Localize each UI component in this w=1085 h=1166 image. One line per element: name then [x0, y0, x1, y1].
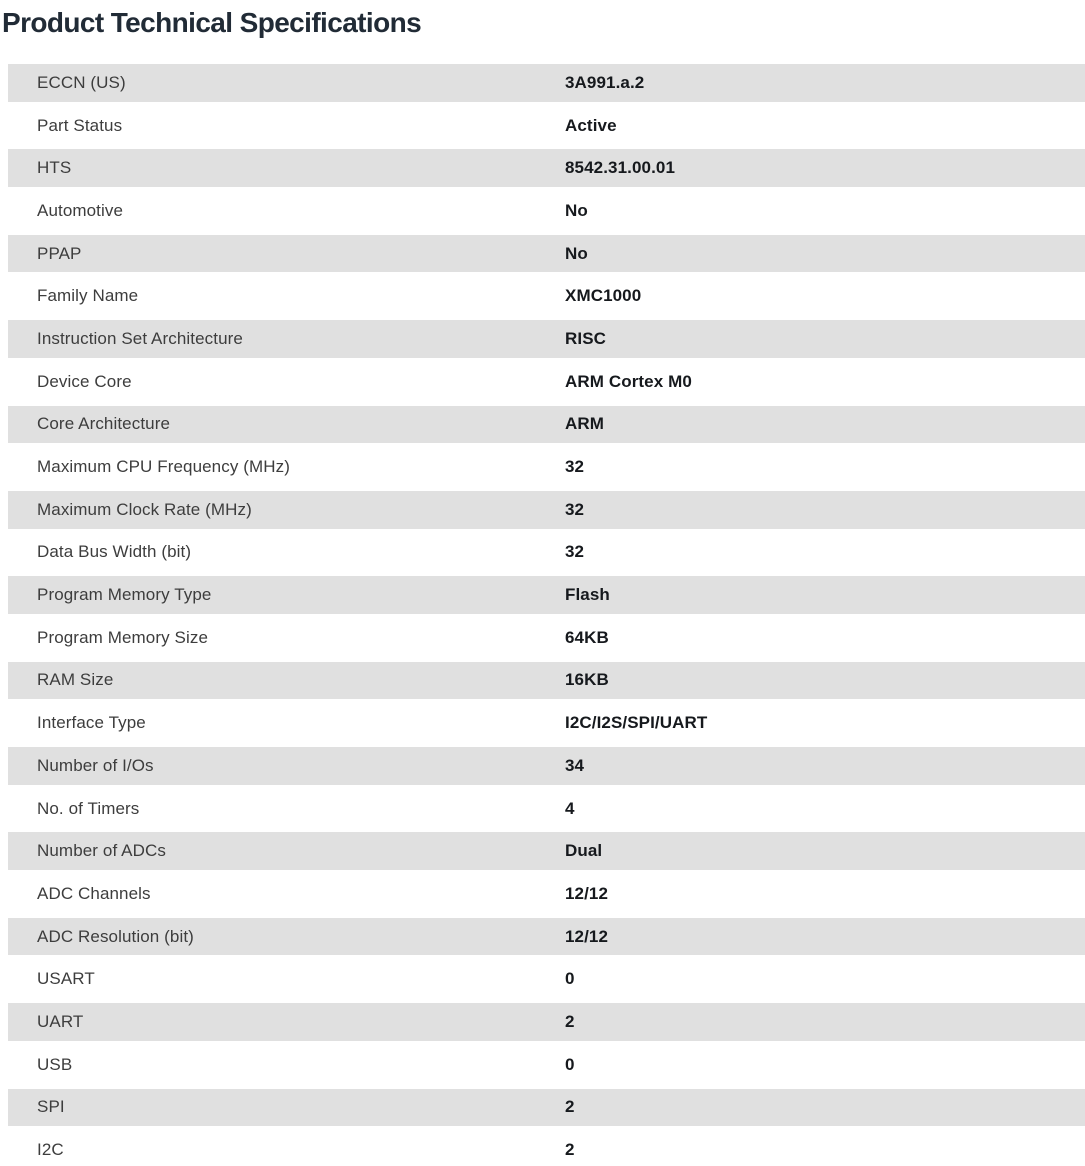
- spec-value: ARM Cortex M0: [565, 371, 692, 391]
- spec-value: 12/12: [565, 883, 609, 903]
- spec-label: I2C: [37, 1140, 64, 1160]
- spec-value: 0: [565, 1054, 575, 1074]
- spec-row: [8, 107, 1085, 145]
- spec-value: 2: [565, 1097, 575, 1117]
- spec-label: Program Memory Type: [37, 585, 212, 605]
- spec-row: [8, 704, 1085, 742]
- spec-row: [8, 576, 1085, 614]
- spec-value: 2: [565, 1011, 575, 1031]
- spec-row: [8, 235, 1085, 273]
- spec-row: [8, 662, 1085, 700]
- spec-value: No: [565, 200, 588, 220]
- spec-value: RISC: [565, 328, 607, 348]
- spec-row: [8, 832, 1085, 870]
- spec-label: PPAP: [37, 243, 82, 263]
- spec-label: Core Architecture: [37, 414, 171, 434]
- spec-label: HTS: [37, 158, 72, 178]
- spec-label: Part Status: [37, 115, 123, 135]
- spec-row: [8, 918, 1085, 956]
- spec-value: 8542.31.00.01: [565, 158, 676, 178]
- spec-row: [8, 448, 1085, 486]
- spec-label: USART: [37, 969, 95, 989]
- spec-row: [8, 406, 1085, 444]
- spec-row: [8, 747, 1085, 785]
- spec-label: Maximum Clock Rate (MHz): [37, 499, 252, 519]
- spec-label: Interface Type: [37, 713, 146, 733]
- spec-row: [8, 619, 1085, 657]
- spec-value: 32: [565, 457, 585, 477]
- spec-row: [8, 875, 1085, 913]
- page-title: Product Technical Specifications: [2, 7, 422, 38]
- spec-row: [8, 363, 1085, 401]
- spec-table: [0, 64, 1085, 1166]
- spec-value: 4: [565, 798, 575, 818]
- spec-label: ECCN (US): [37, 72, 126, 92]
- spec-row: [8, 64, 1085, 102]
- spec-value: Dual: [565, 841, 603, 861]
- spec-row: [8, 1089, 1085, 1127]
- spec-value: 12/12: [565, 926, 609, 946]
- spec-value: 64KB: [565, 627, 609, 647]
- spec-row: [8, 1003, 1085, 1041]
- spec-label: Data Bus Width (bit): [37, 542, 192, 562]
- spec-value: 32: [565, 499, 585, 519]
- spec-value: ARM: [565, 414, 605, 434]
- spec-row: [8, 1131, 1085, 1166]
- spec-row: [8, 149, 1085, 187]
- spec-label: ADC Resolution (bit): [37, 926, 194, 946]
- spec-row: [8, 534, 1085, 572]
- spec-label: ADC Channels: [37, 883, 151, 903]
- spec-row: [8, 790, 1085, 828]
- spec-label: RAM Size: [37, 670, 114, 690]
- spec-label: SPI: [37, 1097, 65, 1117]
- spec-value: XMC1000: [565, 286, 642, 306]
- spec-value: 3A991.a.2: [565, 72, 645, 92]
- spec-row: [8, 277, 1085, 315]
- spec-label: Automotive: [37, 200, 124, 220]
- spec-row: [8, 320, 1085, 358]
- spec-label: Instruction Set Architecture: [37, 328, 243, 348]
- spec-value: Active: [565, 115, 617, 135]
- spec-label: No. of Timers: [37, 798, 140, 818]
- spec-row: [8, 1046, 1085, 1084]
- spec-row: [8, 491, 1085, 529]
- spec-label: UART: [37, 1011, 84, 1031]
- spec-label: Family Name: [37, 286, 139, 306]
- spec-row: [8, 192, 1085, 230]
- spec-value: Flash: [565, 585, 610, 605]
- spec-label: Maximum CPU Frequency (MHz): [37, 457, 291, 477]
- spec-value: 16KB: [565, 670, 609, 690]
- spec-value: 0: [565, 969, 575, 989]
- spec-value: 2: [565, 1140, 575, 1160]
- spec-row: [8, 960, 1085, 998]
- spec-label: USB: [37, 1054, 73, 1074]
- spec-label: Device Core: [37, 371, 132, 391]
- spec-label: Number of I/Os: [37, 755, 154, 775]
- spec-value: 34: [565, 755, 585, 775]
- spec-label: Number of ADCs: [37, 841, 166, 861]
- spec-value: No: [565, 243, 588, 263]
- spec-label: Program Memory Size: [37, 627, 208, 647]
- spec-value: I2C/I2S/SPI/UART: [565, 713, 708, 733]
- spec-value: 32: [565, 542, 585, 562]
